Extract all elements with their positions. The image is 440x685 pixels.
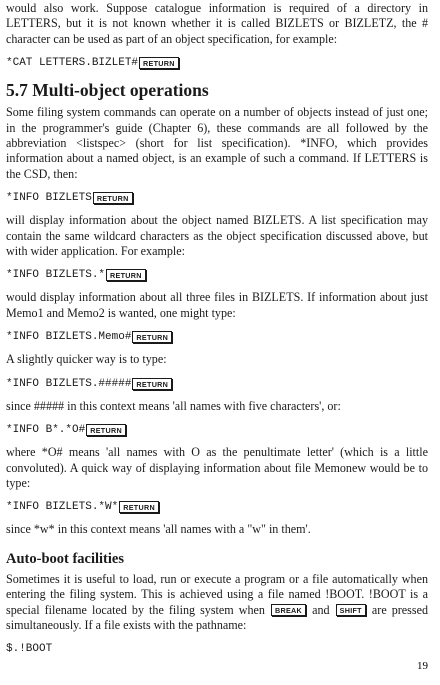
text-run: are pressed simultaneously. If a file exists with the pathname: — [6, 602, 428, 632]
return-key: RETURN — [106, 269, 146, 281]
command-example — [6, 268, 428, 282]
body-paragraph: since ##### in this context means 'all names with five characters', or: — [6, 398, 341, 413]
text-run: and — [312, 602, 330, 617]
return-key: RETURN — [119, 501, 159, 513]
command-example — [6, 330, 428, 344]
body-paragraph — [6, 572, 428, 634]
body-paragraph: will display information about the object named BIZLETS. A list specification may contain the same wildcard characters as the object specification discussed above, but with wider application. For example: — [6, 213, 428, 259]
command-text: *INFO BIZLETS.Memo# — [6, 331, 132, 344]
command-example — [6, 642, 428, 656]
command-text: *INFO B*.*O# — [6, 424, 86, 437]
body-paragraph: where *O# means 'all names with O as the penultimate letter' (which is a little convoluted). A quick way of displaying information about file Memonew would be to type: — [6, 445, 428, 490]
body-paragraph: A slightly quicker way is to type: — [6, 352, 167, 367]
return-key: RETURN — [86, 424, 126, 436]
command-text: *INFO BIZLETS.* — [6, 269, 106, 282]
page-number: 19 — [417, 660, 428, 672]
intro-paragraph: would also work. Suppose catalogue information is required of a directory in LETTERS, but it is not known whether it is called BIZLETS or BIZLETZ, the # character can be used as part of an object specification, for example: — [6, 1, 428, 46]
shift-key: SHIFT — [336, 604, 366, 616]
return-key: RETURN — [132, 378, 172, 390]
command-text: $.!BOOT — [6, 643, 53, 656]
subsection-heading: Auto-boot facilities — [6, 550, 124, 567]
body-paragraph: Some filing system commands can operate on a number of objects instead of just one; in the programmer's guide (Chapter 6), these commands are all followed by the abbreviation <listspec> (short for list specification). *INFO, which provides information about a named object, is an example of such a command. If LETTERS is the CSD, then: — [6, 105, 428, 181]
return-key: RETURN — [139, 57, 179, 69]
command-example — [6, 56, 428, 70]
command-example — [6, 500, 428, 514]
command-text: *INFO BIZLETS — [6, 192, 92, 205]
command-example — [6, 377, 428, 391]
command-text: *INFO BIZLETS.##### — [6, 377, 132, 390]
text-run: Sometimes it is useful to load, run or execute a program or a file automatically when entering the filing system. This is achieved using a file named !BOOT. !BOOT is a special filename located by the filing system when — [6, 571, 428, 617]
return-key: RETURN — [132, 331, 172, 343]
break-key: BREAK — [271, 604, 306, 616]
command-example — [6, 191, 428, 205]
body-paragraph: since *w* in this context means 'all names with a "w" in them'. — [6, 522, 311, 537]
body-paragraph: would display information about all three files in BIZLETS. If information about just Memo1 and Memo2 is wanted, one might type: — [6, 290, 428, 320]
command-text: *INFO BIZLETS.*W* — [6, 501, 119, 514]
command-example — [6, 423, 428, 437]
section-heading: 5.7 Multi-object operations — [6, 80, 209, 101]
command-text: *CAT LETTERS.BIZLET# — [6, 57, 139, 70]
return-key: RETURN — [93, 192, 133, 204]
